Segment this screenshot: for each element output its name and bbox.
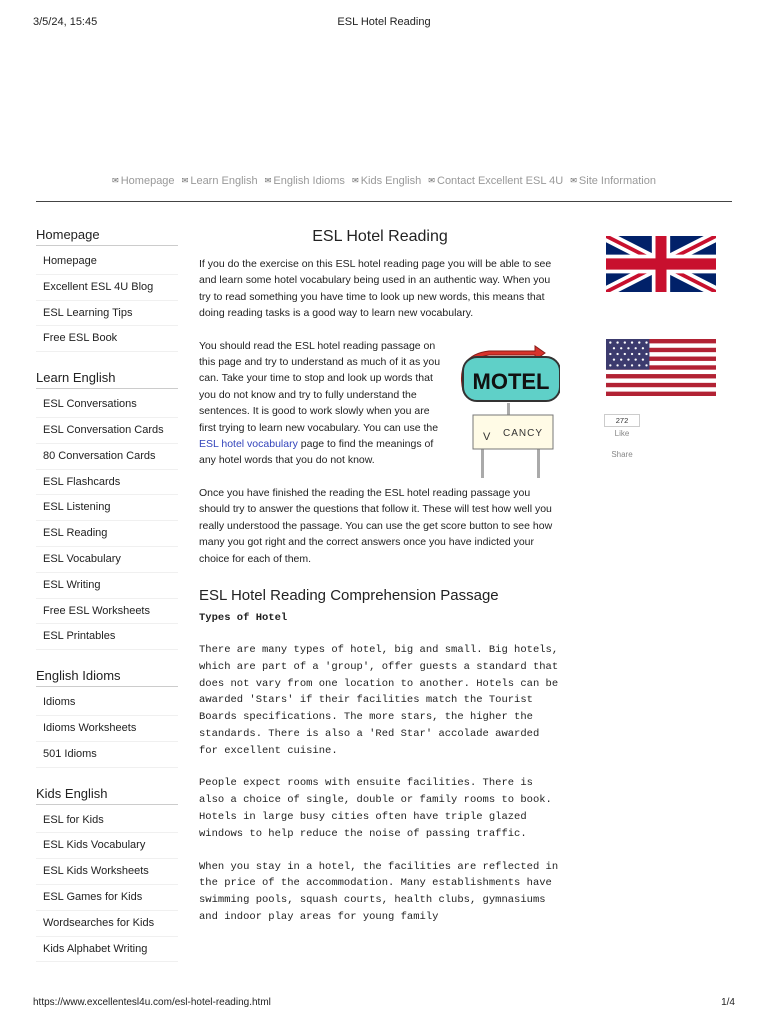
sidebar-item-kids-worksheets[interactable]: ESL Kids Worksheets (36, 859, 178, 885)
sidebar-item-homepage[interactable]: Homepage (36, 249, 178, 275)
sidebar-item-reading[interactable]: ESL Reading (36, 521, 178, 547)
sidebar-heading[interactable]: Learn English (36, 370, 178, 389)
print-title: ESL Hotel Reading (337, 16, 431, 28)
like-button[interactable]: Like (614, 429, 630, 438)
sidebar-item-80-conversation-cards[interactable]: 80 Conversation Cards (36, 444, 178, 470)
envelope-icon: ✉ (351, 176, 359, 185)
sidebar-heading[interactable]: English Idioms (36, 668, 178, 687)
sidebar-item-flashcards[interactable]: ESL Flashcards (36, 470, 178, 496)
print-page-number: 1/4 (721, 997, 735, 1008)
sidebar (36, 227, 178, 980)
sidebar-item-blog[interactable]: Excellent ESL 4U Blog (36, 275, 178, 301)
envelope-icon: ✉ (264, 176, 272, 185)
sidebar-item-learning-tips[interactable]: ESL Learning Tips (36, 301, 178, 327)
paragraph-with-image (199, 338, 561, 469)
sidebar-item-vocabulary[interactable]: ESL Vocabulary (36, 547, 178, 573)
top-nav-contact[interactable]: ✉ Contact Excellent ESL 4U (428, 175, 564, 187)
passage-title: Types of Hotel (199, 611, 288, 624)
vacancy-text: CANCY (503, 427, 544, 439)
page-title: ESL Hotel Reading (312, 228, 448, 245)
envelope-icon: ✉ (428, 176, 435, 185)
print-datetime: 3/5/24, 15:45 (33, 16, 98, 28)
right-column (606, 236, 716, 459)
passage-paragraph: People expect rooms with ensuite facilities. There is also a choice of single, double or family rooms to book. Hotels in large busy cities often have triple glazed windows to help reduce the noise of passing traffic. (199, 777, 552, 840)
nav-divider (36, 201, 732, 202)
instructions-paragraph: You should read the ESL hotel reading passage on this page and try to understand as much of it as you can. Take your time to stop and look up words that you do not know and try to fully understand the sentences. It is good to work slowly when you are first trying to learn new vocabulary. You can use the ESL hotel vocabulary page to find the meanings of any hotel words that you do not know. (199, 339, 441, 467)
top-nav-kids-english[interactable]: ✉ Kids English (351, 175, 422, 187)
print-url: https://www.excellentesl4u.com/esl-hotel-reading.html (33, 997, 271, 1008)
hotel-vocabulary-link[interactable]: ESL hotel vocabulary (199, 438, 298, 451)
sidebar-heading[interactable]: Homepage (36, 227, 178, 246)
intro-paragraph: If you do the exercise on this ESL hotel reading page you will be able to see and learn some hotel vocabulary being used in an authentic way. When you try to read something you have time to look up new words, this means that doing reading tasks is a good way to learn new vocabulary. (199, 258, 552, 320)
sidebar-heading[interactable]: Kids English (36, 786, 178, 805)
sidebar-item-free-esl-book[interactable]: Free ESL Book (36, 326, 178, 352)
sidebar-item-idioms-worksheets[interactable]: Idioms Worksheets (36, 716, 178, 742)
facebook-like-widget (602, 414, 642, 459)
motel-sign-image (455, 343, 560, 478)
sidebar-item-games-for-kids[interactable]: ESL Games for Kids (36, 885, 178, 911)
top-nav-homepage[interactable]: ✉ Homepage (112, 175, 175, 187)
sidebar-item-esl-for-kids[interactable]: ESL for Kids (36, 808, 178, 834)
share-button[interactable]: Share (611, 450, 633, 459)
passage-heading: ESL Hotel Reading Comprehension Passage (199, 586, 499, 604)
passage-paragraph: There are many types of hotel, big and small. Big hotels, which are part of a 'group', offer guests a standard that does not vary from one location to another. Hotels can be awarded 'Stars' if their facilities match the Tourist Boards specifications. The more stars, the higher the standards. There is also a 'Red Star' accolade awarded for excellent cuisine. (199, 643, 559, 757)
sidebar-item-501-idioms[interactable]: 501 Idioms (36, 742, 178, 768)
vacancy-v: V (483, 430, 491, 443)
top-nav-learn-english[interactable]: ✉ Learn English (181, 175, 258, 187)
top-nav (0, 175, 768, 187)
sidebar-item-worksheets[interactable]: Free ESL Worksheets (36, 599, 178, 625)
envelope-icon: ✉ (112, 176, 119, 185)
envelope-icon: ✉ (570, 176, 577, 185)
motel-sign-text: MOTEL (472, 368, 550, 394)
sidebar-item-kids-vocabulary[interactable]: ESL Kids Vocabulary (36, 833, 178, 859)
sidebar-item-idioms[interactable]: Idioms (36, 690, 178, 716)
sidebar-item-listening[interactable]: ESL Listening (36, 495, 178, 521)
us-flag-icon[interactable] (606, 339, 716, 396)
sidebar-item-alphabet-writing[interactable]: Kids Alphabet Writing (36, 937, 178, 963)
sidebar-item-writing[interactable]: ESL Writing (36, 573, 178, 599)
sidebar-item-conversations[interactable]: ESL Conversations (36, 392, 178, 418)
sidebar-item-printables[interactable]: ESL Printables (36, 624, 178, 650)
like-count: 272 (604, 414, 640, 427)
envelope-icon: ✉ (181, 176, 189, 185)
sidebar-section-homepage (36, 227, 178, 352)
sidebar-item-wordsearches[interactable]: Wordsearches for Kids (36, 911, 178, 937)
top-nav-english-idioms[interactable]: ✉ English Idioms (264, 175, 345, 187)
main-content (199, 228, 561, 942)
uk-flag-icon[interactable] (606, 236, 716, 292)
top-nav-site-information[interactable]: ✉ Site Information (570, 175, 656, 187)
sidebar-section-learn-english (36, 370, 178, 650)
sidebar-section-kids-english (36, 786, 178, 963)
sidebar-section-english-idioms (36, 668, 178, 767)
passage-paragraph: When you stay in a hotel, the facilities are reflected in the price of the accommodation. Many establishments have swimming pools, squash courts, health clubs, gymnasiums and indoor play areas for young family (199, 860, 559, 924)
questions-paragraph: Once you have finished the reading the ESL hotel reading passage you should try to answer the questions that follow it. These will test how well you really understood the passage. You can use the get score button to see how many you got right and the correct answers once you have indicted your choice for each of them. (199, 486, 553, 565)
sidebar-item-conversation-cards[interactable]: ESL Conversation Cards (36, 418, 178, 444)
